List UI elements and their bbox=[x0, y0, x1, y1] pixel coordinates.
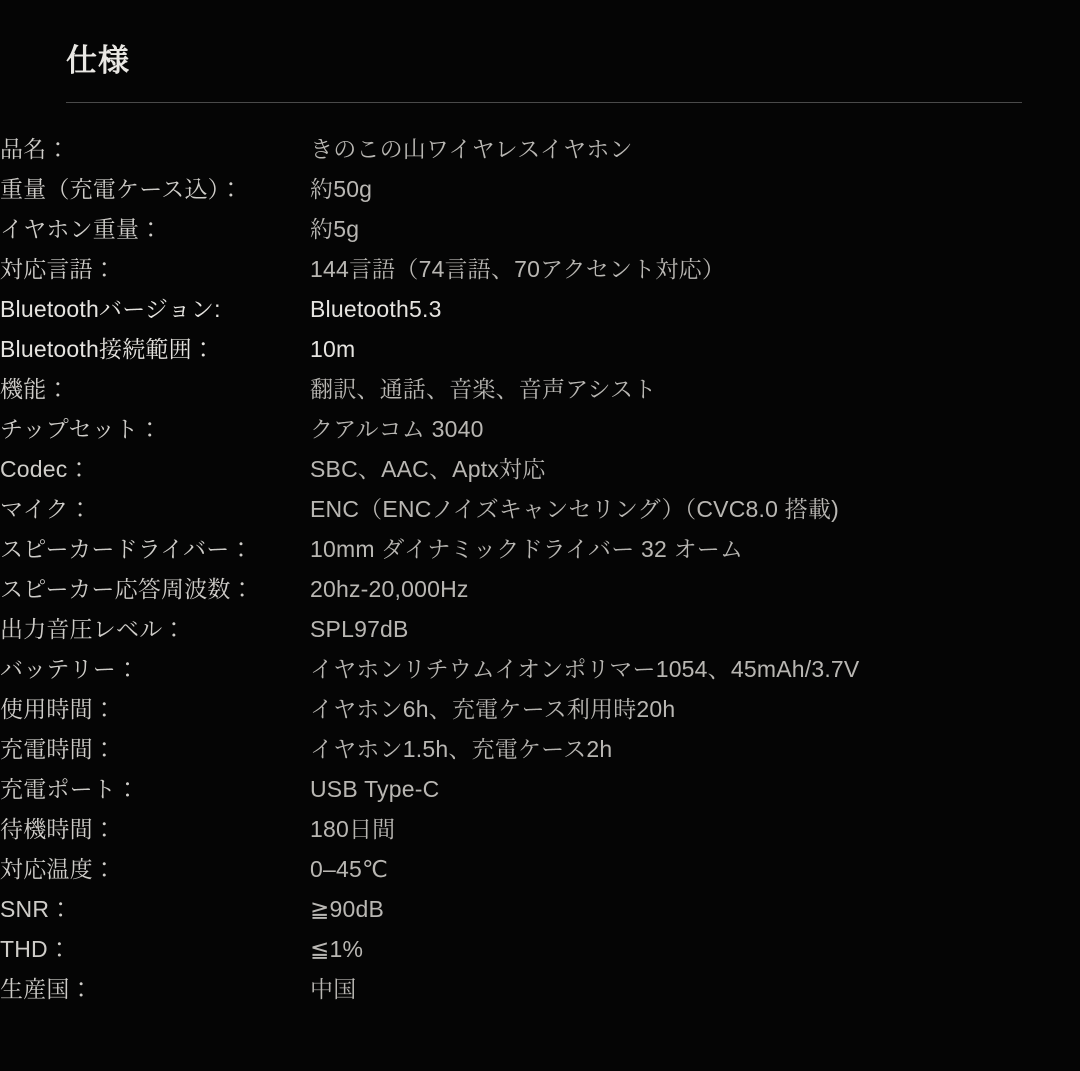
spec-label: 対応温度： bbox=[0, 856, 116, 883]
table-row bbox=[0, 369, 1080, 409]
specifications-table-body bbox=[0, 129, 1080, 1009]
spec-label: 品名： bbox=[0, 136, 70, 163]
spec-value: 中国 bbox=[310, 976, 357, 1003]
spec-label: SNR： bbox=[0, 896, 73, 923]
spec-value: 10m bbox=[310, 336, 356, 363]
spec-value: 180日間 bbox=[310, 816, 396, 843]
spec-value: 20hz-20,000Hz bbox=[310, 576, 469, 603]
spec-label: Codec： bbox=[0, 456, 91, 483]
spec-value: 約5g bbox=[310, 216, 360, 243]
spec-value: 144言語（74言語、70アクセント対応） bbox=[310, 256, 726, 283]
table-row bbox=[0, 609, 1080, 649]
spec-label: 対応言語： bbox=[0, 256, 116, 283]
spec-value: イヤホン1.5h、充電ケース2h bbox=[310, 736, 613, 763]
spec-value: イヤホンリチウムイオンポリマー1054、45mAh/3.7V bbox=[310, 656, 860, 683]
page-title: 仕様 bbox=[66, 43, 130, 78]
spec-label: 生産国： bbox=[0, 976, 93, 1003]
table-row bbox=[0, 329, 1080, 369]
table-row bbox=[0, 849, 1080, 889]
spec-value: SBC、AAC、Aptx対応 bbox=[310, 456, 546, 483]
spec-value: 約50g bbox=[310, 176, 373, 203]
table-row bbox=[0, 809, 1080, 849]
table-row bbox=[0, 129, 1080, 169]
spec-value: イヤホン6h、充電ケース利用時20h bbox=[310, 696, 676, 723]
title-divider bbox=[66, 102, 1022, 103]
spec-label: 待機時間： bbox=[0, 816, 116, 843]
spec-value: 10mm ダイナミックドライバー 32 オーム bbox=[310, 536, 744, 563]
spec-value: SPL97dB bbox=[310, 616, 409, 643]
spec-value: ENC（ENCノイズキャンセリング）（CVC8.0 搭載) bbox=[310, 496, 839, 523]
spec-value: 翻訳、通話、音楽、音声アシスト bbox=[310, 376, 657, 403]
spec-label: 出力音圧レベル： bbox=[0, 616, 186, 643]
spec-label: Bluetooth接続範囲： bbox=[0, 336, 215, 363]
table-row bbox=[0, 769, 1080, 809]
table-row bbox=[0, 409, 1080, 449]
spec-label: スピーカードライバー： bbox=[0, 536, 253, 563]
spec-value: ≧90dB bbox=[310, 896, 384, 923]
spec-label: チップセット： bbox=[0, 416, 162, 443]
spec-value: Bluetooth5.3 bbox=[310, 296, 442, 323]
table-row bbox=[0, 889, 1080, 929]
spec-label: バッテリー： bbox=[0, 656, 140, 683]
spec-label: THD： bbox=[0, 936, 72, 963]
spec-label: 充電ポート： bbox=[0, 776, 140, 803]
table-row bbox=[0, 929, 1080, 969]
spec-label: Bluetoothバージョン: bbox=[0, 296, 221, 323]
table-row bbox=[0, 969, 1080, 1009]
spec-value: ≦1% bbox=[310, 936, 364, 963]
table-row bbox=[0, 569, 1080, 609]
table-row bbox=[0, 529, 1080, 569]
spec-label: 機能： bbox=[0, 376, 70, 403]
spec-label: マイク： bbox=[0, 496, 92, 523]
table-row bbox=[0, 209, 1080, 249]
table-row bbox=[0, 489, 1080, 529]
table-row bbox=[0, 729, 1080, 769]
spec-label: スピーカー応答周波数： bbox=[0, 576, 254, 603]
specifications-table bbox=[0, 129, 1080, 1009]
spec-label: 使用時間： bbox=[0, 696, 116, 723]
spec-value: USB Type-C bbox=[310, 776, 440, 803]
spec-label: イヤホン重量： bbox=[0, 216, 163, 243]
table-row bbox=[0, 689, 1080, 729]
spec-value: 0–45℃ bbox=[310, 856, 388, 883]
spec-label: 重量（充電ケース込）： bbox=[0, 176, 243, 203]
table-row bbox=[0, 289, 1080, 329]
table-row bbox=[0, 169, 1080, 209]
table-row bbox=[0, 449, 1080, 489]
spec-value: クアルコム 3040 bbox=[310, 416, 484, 443]
table-row bbox=[0, 249, 1080, 289]
spec-label: 充電時間： bbox=[0, 736, 116, 763]
spec-value: きのこの山ワイヤレスイヤホン bbox=[310, 136, 633, 163]
table-row bbox=[0, 649, 1080, 689]
